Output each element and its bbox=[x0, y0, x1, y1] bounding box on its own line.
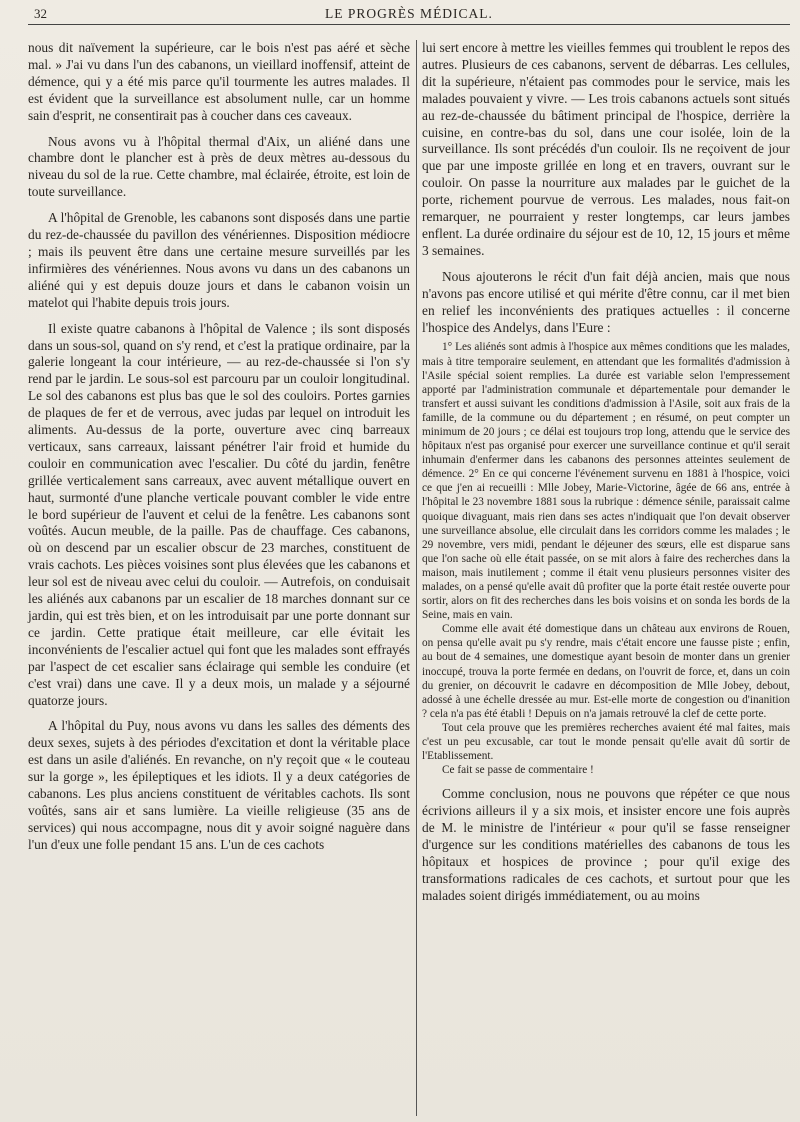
report-paragraph: Tout cela prouve que les premières recherches avaient été mal faites, mais c'est un peu excusable, car tout le monde pensait qu'elle avait dû sortir de l'Etablissement. bbox=[422, 721, 790, 763]
report-paragraph: 1° Les aliénés sont admis à l'hospice aux mêmes conditions que les malades, mais à titre temporaire seulement, en attendant que les formalités d'admission à l'Asile spécial soient remplies. La durée est variable selon l'empressement apporté par l'administration communale et départementale pour demander le transfert et aussi suivant les conditions d'admission à l'Asile, soit aux frais de la famille, de la commune ou du département ; en résumé, on peut compter un minimum de 20 jours ; ce délai est toujours trop long, attendu que le service des hôpitaux n'est pas organisé pour exercer une surveillance continue et qu'il serait inhumain d'enfermer dans les cabanons des personnes atteintes seulement de démence. 2° En ce qui concerne l'événement survenu en 1881 à l'hospice, voici ce que j'en ai recueilli : Mlle Jobey, Marie-Victorine, âgée de 66 ans, entrée à l'hôpital le 23 novembre 1881 sous la rubrique : démence sénile, paraissait calme quoique divaguant, mais rien dans ses actes n'indiquait que l'on devait observer une surveillance absolue, elle circulait dans les corridors comme les malades ; le 29 novembre, vers midi, pendant le déjeuner des sœurs, elle est disparue sans que l'on sache où elle était passée, on se mit alors à faire des recherches dans la maison, mais inutilement ; comme il était venu plusieurs personnes visiter des malades, on a pensé qu'elle avait dû profiter que la porte était restée ouverte pour sortir, alors on fit des recherches dans les bois voisins et on sonda les bords de la Seine, mais en vain. bbox=[422, 341, 790, 622]
page-number: 32 bbox=[34, 6, 47, 21]
running-title: LE PROGRÈS MÉDICAL. bbox=[325, 6, 493, 21]
page-header bbox=[28, 2, 790, 25]
quoted-report bbox=[422, 340, 790, 777]
left-column bbox=[28, 40, 410, 1116]
report-paragraph: Comme elle avait été domestique dans un château aux environs de Rouen, on pensa qu'elle avait pu s'y rendre, mais c'était encore une fausse piste ; enfin, au bout de 4 semaines, une domestique ayant besoin de monter dans un grenier inoccupé, trouva la porte fermée en dedans, on l'ouvrit de force, et, dans un coin du grenier, on découvrit le cadavre en décomposition de Mlle Jobey, debout, adossé à une échelle dressée au mur. Est-elle morte de congestion ou d'inanition ? cela n'a pas été établi ! Depuis on n'a jamais retrouvé la clef de cette porte. bbox=[422, 623, 790, 720]
paragraph: A l'hôpital de Grenoble, les cabanons sont disposés dans une partie du rez-de-chaussée du pavillon des vénériennes. Disposition médiocre ; mais ils peuvent être dans une certaine mesure surveillés par les infirmières des vénériennes. Nous avons vu dans un des cabanons un aliéné qui y est depuis douze jours et dans le cabanon voisin un matelot qui l'habite depuis trois jours. bbox=[28, 210, 410, 310]
paragraph: nous dit naïvement la supérieure, car le bois n'est pas aéré et sèche mal. » J'ai vu dans l'un des cabanons, un vieillard inoffensif, atteint de démence, qui y a été mis parce qu'il tourmente les autres malades. Il est évident que la surveillance est absolument nulle, car un homme sain d'esprit, ne consentirait pas à coucher dans ces caveaux. bbox=[28, 40, 410, 123]
paragraph: Nous ajouterons le récit d'un fait déjà ancien, mais que nous n'avons pas encore utilisé et qui mérite d'être connu, car il met bien en relief les inconvénients des pratiques actuelles : il concerne l'hospice des Andelys, dans l'Eure : bbox=[422, 268, 790, 335]
paragraph: Nous avons vu à l'hôpital thermal d'Aix, un aliéné dans une chambre dont le plancher est à près de deux mètres au-dessous du niveau du sol de la rue. Cette chambre, mal éclairée, étroite, est loin de toute surveillance. bbox=[28, 133, 410, 200]
column-divider bbox=[416, 40, 417, 1116]
paragraph: Il existe quatre cabanons à l'hôpital de Valence ; ils sont disposés dans un sous-sol, quand on s'y rend, et c'est la pratique ordinaire, par la galerie longeant la cour intérieure, — au rez-de-chaussée si l'on s'y rend par le jardin. Le sous-sol est parcouru par un couloir longitudinal. Le sol des cabanons est plus bas que le sol des couloirs. Portes garnies de plaques de fer et de verrous, avec judas par lequel on introduit les aliments. Au-dessus de la porte, ouverture avec cinq barreaux verticaux, sans carreaux, laissant pénétrer l'air froid et humide du couloir en communication avec l'escalier. Du côté du jardin, fenêtre grillée verticalement sans carreaux, avec auvent métallique ouvert en haut, surmonté d'une planche verticale pouvant combler le vide entre le bord supérieur de l'auvent et celui de la fenêtre. Les cabanons sont voûtés. Aucun meuble, de la paille. Pas de chauffage. Ces cabanons, où on descend par un escalier obscur de 23 marches, constituent de vrais cachots. Les pièces voisines sont plus élevées que les cabanons et leur sol est de niveau avec celui du couloir. — Autrefois, on conduisait les aliénés aux cabanons par un escalier de 18 marches donnant sur ce jardin, qui est très bien, et on les introduisait par une porte donnant sur ce jardin. Cette pratique était meilleure, car elle évitait les inconvénients de l'escalier actuel qui font que les malades sont effrayés par l'aspect de cet escalier sans éclairage qui semble les conduire (et c'est vrai) dans une cave. Il y a deux mois, un malade y a séjourné quatorze jours. bbox=[28, 320, 410, 708]
right-column bbox=[422, 40, 790, 1116]
paragraph: A l'hôpital du Puy, nous avons vu dans les salles des déments des deux sexes, sujets à des périodes d'excitation et dont la véritable place est dans un asile d'aliénés. En revanche, on n'y reçoit que « le couteau sur la gorge », les épileptiques et les idiots. Il y a deux catégories de cabanons. Les plus anciens constituent de véritables cachots. Ils sont voûtés, sans air et sans lumière. La vieille religieuse (35 ans de services) qui nous accompagne, nous dit y avoir soigné naguère dans l'un d'eux une folle pendant 15 ans. L'un de ces cachots bbox=[28, 718, 410, 852]
closing-paragraph: Comme conclusion, nous ne pouvons que répéter ce que nous écrivions ailleurs il y a six mois, et insister encore une fois auprès de M. le ministre de l'intérieur « pour qu'il se fasse renseigner d'urgence sur les conditions matérielles des cabanons de tous les hôpitaux et hospices de province ; pour qu'il exige des transformations radicales de ces cachots, et surtout pour que les malades soient dirigés immédiatement, ou au moins bbox=[422, 786, 790, 903]
report-paragraph: Ce fait se passe de commentaire ! bbox=[442, 764, 594, 777]
paragraph: lui sert encore à mettre les vieilles femmes qui troublent le repos des autres. Plusieurs de ces cabanons, servent de débarras. Les cellules, dit la supérieure, n'étaient pas commodes pour le service, mais les malades pouvaient y vivre. — Les trois cabanons actuels sont situés au rez-de-chaussée du bâtiment principal de l'hospice, derrière la cuisine, en contre-bas du sol, dans une cour isolée, loin de la surveillance. Ils sont précédés d'un couloir. Ils ne reçoivent de jour que par une imposte grillée en long et en travers, ouvrant sur le couloir. On passe la nourriture aux malades par le guichet de la porte, richement pourvue de verrous. Les malades, nous fait-on remarquer, ne pourraient y rester longtemps, car leurs jambes enflent. La durée ordinaire du séjour est de 10, 12, 15 jours et même 3 semaines. bbox=[422, 40, 790, 258]
